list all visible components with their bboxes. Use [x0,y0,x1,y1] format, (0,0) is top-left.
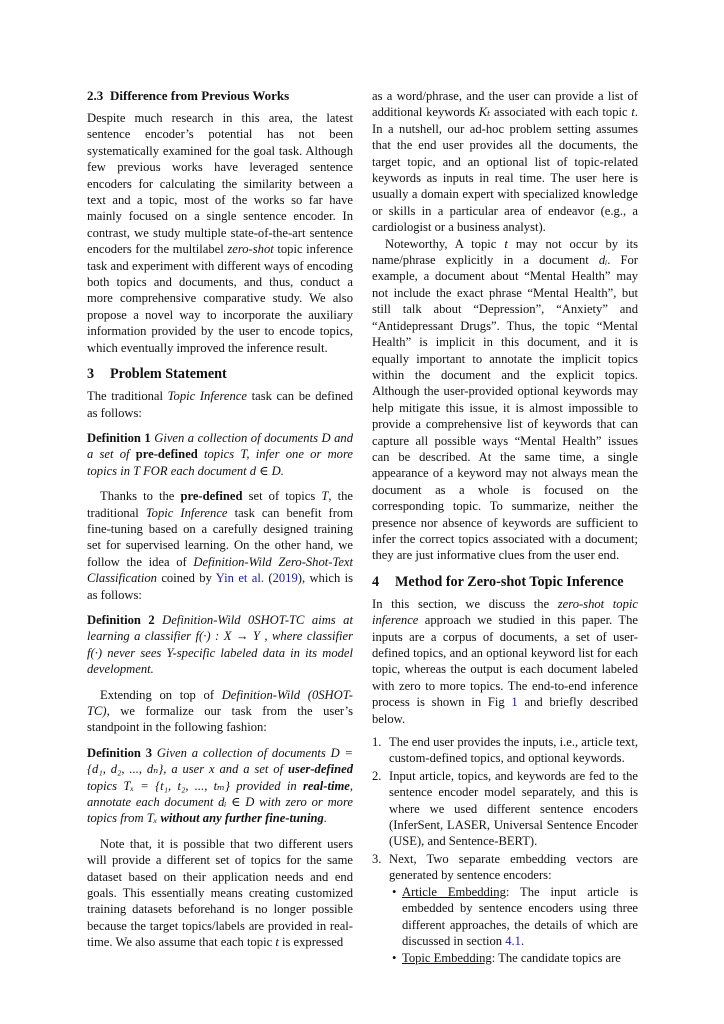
list-item: 3. Next, Two separate embedding vectors are generated by sentence encoders: • Article Embedding: The input article is embedded by sentence encoders using three different approaches, the details of which are discussed in section 4.1. • Topic Embedding: The candidate topics are [372,851,638,966]
text-run: without any further fine-tuning [160,811,324,826]
text-run: Article Embedding [402,884,506,899]
text-run: set of topics [242,489,322,504]
text-run: Kₜ [478,105,491,120]
text-run: The traditional [87,389,168,404]
citation-link[interactable]: Yin et al. [215,571,265,586]
text-run: Despite much research in this area, the latest sentence encoder’s potential has not been systematically examined for the goal task. Although few previous works have leveraged sentence encoders for calculating the similarity between a text and a topic, most of the works so far have mainly focused on a single sentence encoder. In contrast, we study multiple state-of-the-art sentence encoders for the multilabel [87,111,353,257]
text-run: t [504,236,508,251]
paragraph-traditional [87,388,353,421]
paragraph-difference [87,110,353,356]
text-run: zero-shot [227,242,274,257]
text-run: : The candidate topics are [491,951,621,966]
text-run: Extending on top of [100,687,222,702]
text-run: Definition-Wild 0SHOT-TC aims at learning a classifier f(·) : X → Y , where classifier f(·) never sees Y-specific labeled data in its model development. [87,612,353,677]
text-run: dᵢ [598,253,608,268]
text-run: t [275,935,279,950]
text-run: The end user provides the inputs, i.e., article text, custom-defined topics, and optional keywords. [389,735,638,766]
text-run: topic inference task and experiment with different ways of encoding both topics and documents, and thus, conduct a more comprehensive comparative study. We also propose a novel way to incorporate the auxiliary information provided by the user to encode topics, which eventually improved the inference result. [87,242,353,355]
text-run: : The input article is embedded by sentence encoders using three different approaches, the details of which are discussed in section [402,884,638,948]
text-run: Thanks to the [100,489,181,504]
text-run: is expressed [278,935,344,950]
text-run: task can benefit from fine-tuning based on a carefully designed training set for supervised learning. On the other hand, we follow the idea of [87,505,353,569]
text-run: user-defined [287,762,353,777]
text-run: t [631,105,635,120]
text-run: real-time [302,778,350,793]
text-run: Note that, it is possible that two different users will provide a different set of topics for the same dataset based on their application needs and end goals. This essentially means creating customized training datasets beforehand is no longer possible because the target topics/labels are provided in real-time. We also assume that each topic [87,836,353,950]
left-column [87,88,353,951]
text-run: and briefly described below. [372,695,638,726]
text-run: coined by [156,571,216,586]
text-run: may not occur by its name/phrase explicitly in a document [372,236,638,268]
text-run: , we formalize our task from the user’s standpoint in the following fashion: [87,704,353,735]
text-run: as a word/phrase, and the user can provide a list of additional keywords [372,89,638,120]
text-run: ( [264,571,273,586]
text-run: pre-defined [180,489,243,504]
text-run: pre-defined [135,447,198,462]
text-run: . [520,933,525,948]
text-run: Definition-Wild (0SHOT-TC) [87,687,353,718]
text-run: . In a nutshell, our ad-hoc problem setting assumes that the end user provides all the documents, the target topic, and an optional list of topic-related keywords as inputs in real time. The user here is usually a domain expert with specialized knowledge or skills in a particular area of endeavor (e.g., a cardiologist or a business analyst). [372,105,638,235]
list-item: 2. Input article, topics, and keywords are fed to the sentence encoder model separately, and this is where we used different sentence encoders (InferSent, LASER, Universal Sentence Encoder (USE), and Sentence-BERT). [372,768,638,849]
paragraph-noteworthy [372,236,638,564]
text-run: . [323,811,328,826]
text-run: Definition 3 [87,745,152,760]
text-run: ), which is as follows: [87,571,354,602]
bullet-item: • Article Embedding: The input article is embedded by sentence encoders using three different approaches, the details of which are discussed in section 4.1. [392,884,638,948]
text-run: topics Tₓ = {t₁, t₂, ..., tₘ} provided in [87,778,303,793]
text-run: zero-shot topic inference [372,596,638,628]
text-run: . For example, a document about “Mental Health” may not include the exact phrase “Mental Health”, but still talk about “Depression”, “Anxiety” and “Antidepressant Drugs”. Thus, the topic “Mental Health” is implicit in this document, and it is equally important to annotate the implicit topics within the document and the explicit topics. Although the user-provided optional keywords may help mitigate this issue, it is almost impossible to provide a comprehensive list of keywords that can capture all possible ways “Mental Health” issues can be described. At the same time, a single appearance of a keyword may not always mean the document as a whole is focused on the corresponding topic. To summarize, neither the presence nor absence of keywords are sufficient to infer the correct topics associated with a document; they are just informative clues from the user end. [372,253,638,563]
text-run: associated with each topic [490,105,632,120]
right-column [372,88,638,968]
paragraph-method [372,596,638,727]
text-run: , the traditional [87,489,353,520]
embedding-bullets [389,884,638,967]
paragraph-continuation [372,88,638,236]
section-heading-4: 4 Method for Zero-shot Topic Inference [372,573,624,590]
text-run: Definition 1 [87,430,151,445]
citation-link[interactable]: 2019 [272,571,298,586]
text-run: Input article, topics, and keywords are fed to the sentence encoder model separately, and this is where we used different sentence encoders (InferSent, LASER, Universal Sentence Encoder (USE), and Sentence-BERT). [389,768,638,849]
text-run: Topic Inference [145,505,228,520]
citation-link[interactable]: 4.1 [505,933,521,948]
text-run: task can be defined as follows: [87,389,354,420]
text-run: Definition-Wild Zero-Shot-Text Classification [87,554,353,586]
text-run: Given a collection of documents D = {d₁, d₂, ..., dₙ}, a user x and a set of [87,745,354,777]
text-run: topics T, infer one or more topics in T FOR each document d ∈ D. [87,447,353,478]
paragraph-extending [87,687,353,736]
text-run: Next, Two separate embedding vectors are generated by sentence encoders: [389,851,638,883]
text-run: Topic Embedding [402,951,492,966]
method-steps-list [372,734,638,967]
list-item: 1. The end user provides the inputs, i.e., article text, custom-defined topics, and optional keywords. [372,735,638,766]
text-run: , annotate each document dᵢ ∈ D with zero or more topics from Tₓ [87,778,353,826]
text-run: approach we studied in this paper. The inputs are a corpus of documents, a set of user-defined topics, and an optional keyword list for each topic, whereas the output is each document labeled with zero to more topics. The end-to-end inference process is shown in Fig [372,613,638,710]
text-run: Definition 2 [87,612,155,627]
paragraph-thanks [87,488,353,603]
text-run: Noteworthy, A topic [385,236,505,251]
text-run: In this section, we discuss the [372,596,558,611]
definition-3 [87,745,353,827]
text-run: T [321,489,329,504]
definition-1 [87,430,353,479]
definition-2 [87,612,353,678]
citation-link[interactable]: 1 [511,695,518,710]
text-run: Topic Inference [167,389,247,404]
section-heading-3: 3 Problem Statement [87,366,227,383]
text-run: Given a collection of documents D and a set of [87,430,353,462]
paragraph-note [87,836,353,951]
section-heading-2-3: 2.3 Difference from Previous Works [87,88,290,103]
bullet-item: • Topic Embedding: The candidate topics are [392,951,621,966]
